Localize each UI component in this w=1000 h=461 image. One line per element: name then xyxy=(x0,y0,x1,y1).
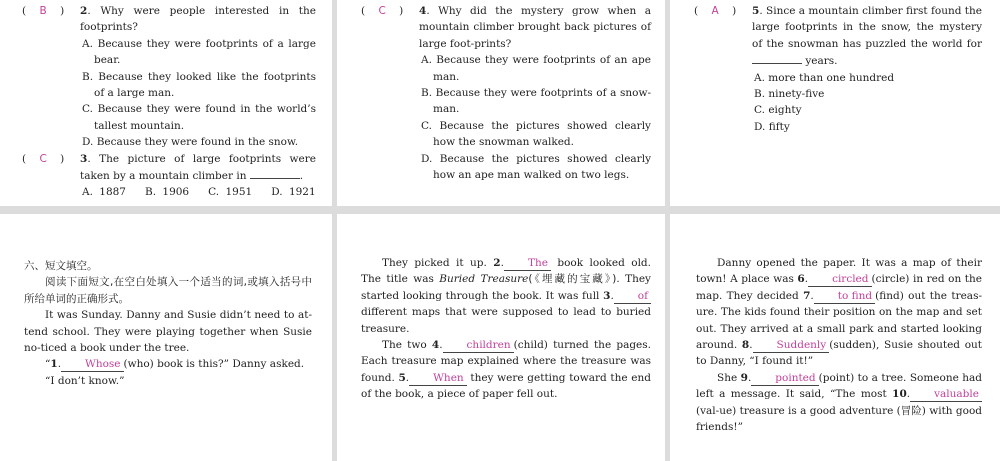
answer-blank-9: pointed xyxy=(751,372,818,386)
option-4b: B. Because they were footprints of a snow-man. xyxy=(421,87,651,116)
blank xyxy=(752,52,802,64)
passage-paragraph-1: It was Sunday. Danny and Susie didn’t need to at-tend school. They were playing together when Susie no-ticed a book under the tree. xyxy=(24,309,312,355)
answer-blank-6: circled xyxy=(808,273,871,287)
passage-paragraph-2: They picked it up. 2. The book looked old. The title was Buried Treasure(《埋藏的宝藏》). They started looking through the book. It was full 3. of different maps that were supposed to lead to buried treasure. xyxy=(361,257,651,335)
question-2-stem: Why were people interested in the footprints? xyxy=(80,5,316,34)
passage-paragraph-3: The two 4. children (child) turned the pages. Each treasure map explained where the treasure was found. 5. When they were getting toward the end of the book, a piece of paper fell out. xyxy=(361,339,651,401)
option-4d: D. Because the pictures showed clearly how an ape man walked on two legs. xyxy=(421,152,651,182)
option-4c: C. Because the pictures showed clearly how the snowman walked. xyxy=(421,119,651,149)
option-2b: B. Because they looked like the footprints of a large man. xyxy=(82,70,316,100)
answer-blank-2: The xyxy=(504,257,551,271)
option-5b: B. ninety-five xyxy=(754,88,825,101)
panel-questions-2-3 xyxy=(0,0,332,206)
answer-blank-4: children xyxy=(443,339,514,353)
option-4a: A. Because they were footprints of an ape man. xyxy=(421,54,651,83)
option-2a: A. Because they were footprints of a large bear. xyxy=(82,37,316,67)
options-3: A. 1887 B. 1906 C. 1951 D. 1921 xyxy=(82,186,316,199)
question-3: ( C ) 3. The picture of large footprints were taken by a mountain climber in . xyxy=(22,152,316,183)
answer-blank-7: to find xyxy=(814,290,875,304)
panel-question-5 xyxy=(670,0,1000,206)
passage-paragraph-5: She 9. pointed (point) to a tree. Someone had left a message. It said, “The most 10. valuable(val-ue) treasure is a good adventure (冒险) with good friends!” xyxy=(696,371,983,434)
answer-blank-1: Whose xyxy=(61,358,123,372)
section-title: 六、短文填空。 xyxy=(24,260,98,272)
option-2c: C. Because they were found in the world’s tallest mountain. xyxy=(82,103,316,132)
question-4: ( C ) 4. Why did the mystery grow when a mountain climber brought back pictures of large foot-prints? xyxy=(361,5,651,50)
option-2d: D. Because they were found in the snow. xyxy=(82,136,299,149)
passage-line-1: “1. Whose (who) book is this?” Danny asked. xyxy=(45,358,305,371)
answer-blank-3: of xyxy=(614,290,651,304)
option-5a: A. more than one hundred xyxy=(754,71,895,84)
blank xyxy=(250,167,300,179)
answer-3: C xyxy=(39,152,47,165)
option-5c: C. eighty xyxy=(754,104,802,117)
question-5: ( A ) 5. Since a mountain climber first found the large footprints in the snow, the mystery of the snowman has puzzled the world for years. xyxy=(694,5,982,68)
panel-passage-right xyxy=(670,214,1000,461)
answer-blank-5: When xyxy=(409,372,467,386)
passage-paragraph-4: Danny opened the paper. It was a map of their town! A place was 6. circled (circle) in red on the map. They decided 7. to find (find) out the treas-ure. The kids found their position on the map and set out. They arrived at a small park and started looking around. 8. Suddenly (sudden), Susie shouted out to Danny, “I found it!” xyxy=(696,257,983,368)
answer-5: A xyxy=(711,5,719,17)
question-2: ( B ) 2. Why were people interested in the footprints? xyxy=(22,5,316,34)
section-instruction: 阅读下面短文,在空白处填入一个适当的词,或填入括号中所给单词的正确形式。 xyxy=(24,276,312,305)
answer-4: C xyxy=(378,5,386,17)
panel-section-6 xyxy=(0,214,332,461)
option-5d: D. fifty xyxy=(754,120,790,133)
answer-blank-10: valuable xyxy=(910,388,982,402)
panel-passage-middle xyxy=(337,214,665,461)
passage-line-2: “I don’t know.” xyxy=(45,374,125,387)
answer-2: B xyxy=(39,5,47,17)
answer-blank-8: Suddenly xyxy=(753,339,830,353)
panel-question-4 xyxy=(337,0,665,206)
